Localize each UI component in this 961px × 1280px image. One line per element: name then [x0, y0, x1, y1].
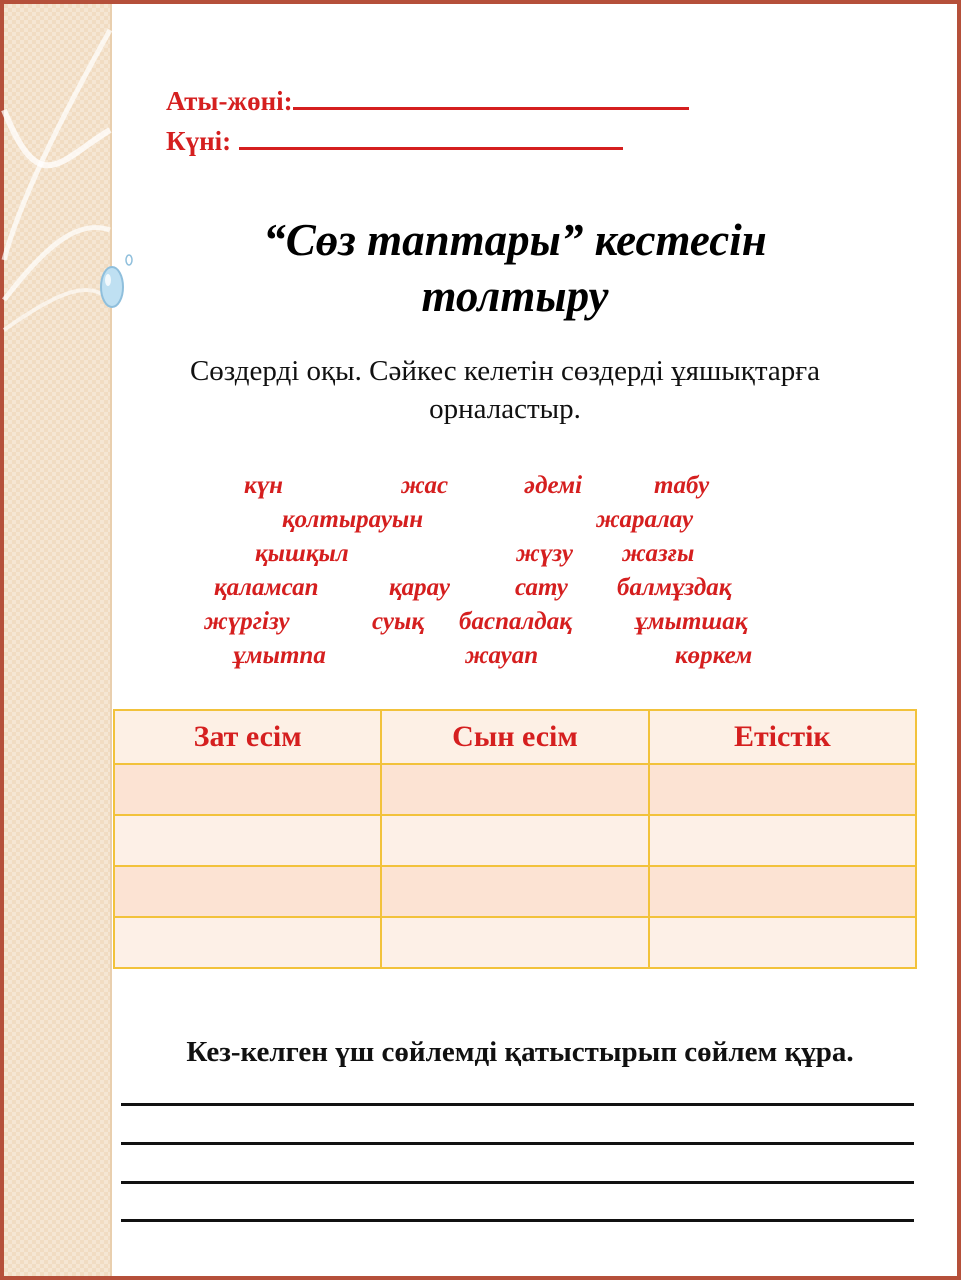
word-item: көркем: [675, 642, 753, 669]
decorative-side-strip: [4, 4, 110, 1276]
table-cell[interactable]: [649, 815, 916, 866]
parts-of-speech-table: [113, 709, 917, 969]
word-item: қаламсап: [214, 574, 319, 601]
table-cell[interactable]: [114, 866, 381, 917]
table-cell[interactable]: [649, 866, 916, 917]
word-item: жаралау: [596, 506, 694, 533]
table-cell[interactable]: [381, 764, 648, 815]
table-row: [114, 764, 916, 815]
table-cell[interactable]: [649, 917, 916, 968]
sentence-task-text: Кез-келген үш сөйлемді қатыстырып сөйлем құра.: [186, 1036, 854, 1068]
table-row: [114, 866, 916, 917]
word-item: қолтырауын: [282, 506, 424, 533]
word-item: суық: [372, 608, 425, 635]
word-item: жауап: [465, 642, 539, 669]
table-cell[interactable]: [114, 917, 381, 968]
name-field[interactable]: [166, 85, 689, 117]
answer-line[interactable]: [121, 1181, 914, 1184]
side-strip-edge: [110, 4, 112, 1276]
header-verb: Етістік: [649, 710, 916, 764]
table-row: [114, 917, 916, 968]
answer-line[interactable]: [121, 1103, 914, 1106]
word-item: жүргізу: [204, 608, 290, 635]
table-cell[interactable]: [114, 764, 381, 815]
answer-line[interactable]: [121, 1142, 914, 1145]
answer-line[interactable]: [121, 1219, 914, 1222]
word-item: қарау: [389, 574, 450, 601]
table-cell[interactable]: [381, 866, 648, 917]
table-cell[interactable]: [649, 764, 916, 815]
date-blank[interactable]: [239, 125, 623, 150]
table-cell[interactable]: [381, 815, 648, 866]
table-row: [114, 815, 916, 866]
date-label: Күні:: [166, 126, 232, 156]
word-item: ұмытпа: [233, 642, 326, 669]
word-item: балмұздақ: [617, 574, 732, 601]
name-label: Аты-жөні:: [166, 86, 293, 116]
word-item: күн: [244, 472, 284, 499]
date-field[interactable]: [166, 125, 623, 157]
table-cell[interactable]: [114, 815, 381, 866]
word-item: жазғы: [622, 540, 695, 567]
name-blank[interactable]: [293, 85, 689, 110]
header-adjective: Сын есім: [381, 710, 648, 764]
word-item: сату: [515, 574, 568, 601]
word-item: жас: [401, 472, 449, 499]
table-cell[interactable]: [381, 917, 648, 968]
header-noun: Зат есім: [114, 710, 381, 764]
word-item: әдемі: [524, 472, 583, 499]
word-item: ұмытшақ: [635, 608, 748, 635]
instruction-text: Сөздерді оқы. Сәйкес келетін сөздерді ұяшықтарға орналастыр.: [189, 355, 821, 425]
page-title: “Сөз таптары” кестесін толтыру: [263, 215, 767, 321]
word-item: табу: [654, 472, 710, 499]
word-item: жүзу: [516, 540, 573, 567]
word-item: баспалдақ: [459, 608, 572, 635]
word-item: қышқыл: [255, 540, 349, 567]
